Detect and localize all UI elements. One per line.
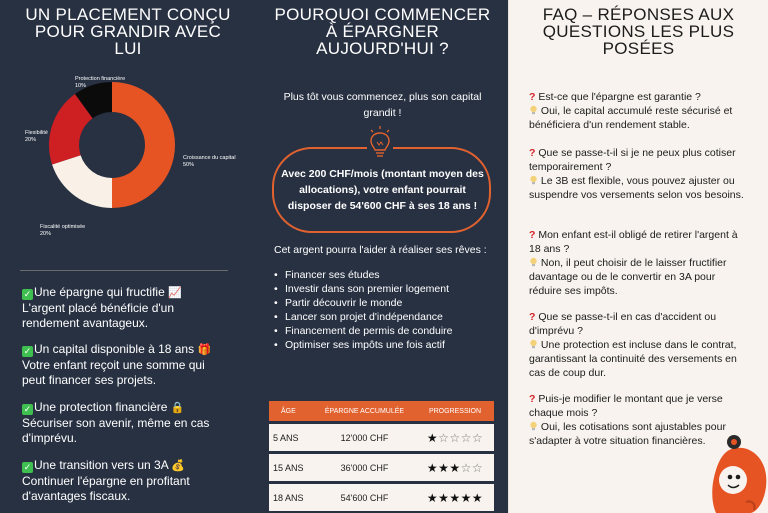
star-filled-icon: ★ — [438, 460, 450, 475]
mascot-illustration — [706, 430, 768, 513]
bulb-icon — [529, 105, 538, 115]
list-item: • Optimiser ses impôts une fois actif — [285, 338, 453, 352]
intro-text: Plus tôt vous commencez, plus son capital grandit ! — [283, 91, 482, 119]
star-filled-icon: ★ — [471, 490, 484, 505]
faq-item: ? Que se passe-t-il si je ne peux plus cotiser temporairement ? Le 3B est flexible, vous pouvez ajuster ou suspendre vos versements selon vos besoins. — [529, 147, 744, 201]
star-filled-icon: ★ — [426, 430, 439, 445]
star-rating — [416, 461, 494, 475]
money-bag-icon: 💰 — [171, 460, 186, 472]
gift-icon: 🎁 — [197, 344, 212, 356]
star-filled-icon: ★ — [460, 490, 472, 505]
star-rating — [416, 431, 494, 445]
star-empty-icon: ☆ — [471, 460, 484, 475]
star-filled-icon: ★ — [449, 490, 461, 505]
faq-item: ? Mon enfant est-il obligé de retirer l'argent à 18 ans ? Non, il peut choisir de le laisser fructifier davantage ou de le convertir en 3A pour réduire ses impôts. — [529, 229, 738, 297]
question-icon: ? — [529, 91, 536, 103]
list-item: • Financer ses études — [285, 268, 453, 282]
label-protection: Protection financière 10% — [75, 76, 126, 89]
star-filled-icon: ★ — [438, 490, 450, 505]
label-croissance: Croissance du capital 50% — [183, 155, 236, 168]
panel-pourquoi — [256, 0, 509, 513]
question-icon: ? — [529, 229, 536, 241]
star-empty-icon: ☆ — [460, 430, 472, 445]
star-empty-icon: ☆ — [438, 430, 450, 445]
list-item: • Investir dans son premier logement — [285, 282, 453, 296]
bulb-icon — [529, 339, 538, 349]
lock-icon: 🔒 — [170, 402, 185, 414]
faq-item: ? Est-ce que l'épargne est garantie ? Oui, le capital accumulé reste sécurisé et bénéficiera d'un rendement stable. — [529, 91, 733, 131]
lightbulb-icon — [367, 124, 393, 164]
star-filled-icon: ★ — [426, 490, 439, 505]
question-icon: ? — [529, 311, 536, 323]
check-icon: ✓ — [23, 346, 32, 356]
star-rating — [416, 491, 494, 505]
list-item: • Partir découvrir le monde — [285, 296, 453, 310]
star-empty-icon: ☆ — [471, 430, 484, 445]
star-empty-icon: ☆ — [460, 460, 472, 475]
check-icon: ✓ — [23, 404, 32, 414]
callout-text: Avec 200 CHF/mois (montant moyen des allocations), votre enfant pourrait disposer de 54'600 CHF à ses 18 ans ! — [281, 168, 484, 212]
question-icon: ? — [529, 393, 536, 405]
feature-item: ✓ Une transition vers un 3A 💰 Continuer l'épargne en profitant d'avantages fiscaux. — [22, 458, 190, 503]
donut-slice-croissance-du-capital — [112, 82, 175, 208]
feature-item: ✓ Un capital disponible à 18 ans 🎁 Votre enfant reçoit une somme qui peut financer ses projets. — [22, 342, 212, 387]
question-icon: ? — [529, 147, 536, 159]
table-row: 5 ANS 12'000 CHF ★☆☆☆☆ — [269, 421, 494, 451]
star-filled-icon: ★ — [449, 460, 461, 475]
table-row: 18 ANS 54'600 CHF ★★★★★ — [269, 481, 494, 511]
list-item: • Financement de permis de conduire — [285, 324, 453, 338]
panel2-title: POURQUOI COMMENCER À ÉPARGNER AUJOURD'HUI ? — [274, 5, 491, 58]
panel-placement — [0, 0, 256, 513]
feature-item: ✓ Une épargne qui fructifie 📈 L'argent placé bénéficie d'un rendement avantageux. — [22, 285, 182, 330]
label-fiscalite: Fiscalité optimisée 20% — [40, 224, 86, 237]
chart-up-icon: 📈 — [168, 287, 182, 299]
savings-table — [269, 401, 494, 511]
bulb-icon — [529, 421, 538, 431]
table-header: ÂGE ÉPARGNE ACCUMULÉE PROGRESSION — [269, 401, 494, 421]
bulb-icon — [529, 175, 538, 185]
uses-intro: Cet argent pourra l'aider à réaliser ses rêves : — [274, 244, 487, 256]
bulb-icon — [529, 257, 538, 267]
star-empty-icon: ☆ — [449, 430, 461, 445]
uses-list — [285, 268, 453, 352]
check-icon: ✓ — [23, 462, 32, 472]
feature-item: ✓ Une protection financière 🔒 Sécuriser son avenir, même en cas d'imprévu. — [22, 400, 210, 445]
label-flexibilite: Flexibilité 20% — [25, 130, 48, 143]
faq-item: ? Puis-je modifier le montant que je verse chaque mois ? Oui, les cotisations sont ajustables pour s'adapter à votre situation financières. — [529, 393, 726, 447]
faq-item: ? Que se passe-t-il en cas d'accident ou d'imprévu ? Une protection est incluse dans le contrat, garantissant la continuité des versements en cas de coup dur. — [529, 311, 737, 379]
donut-slice-fiscalit-optimis-e — [52, 155, 112, 208]
list-item: • Lancer son projet d'indépendance — [285, 310, 453, 324]
panel3-title: FAQ – RÉPONSES AUX QUESTIONS LES PLUS POSÉES — [542, 5, 735, 58]
star-filled-icon: ★ — [426, 460, 439, 475]
divider-line — [20, 270, 228, 271]
panel-faq — [509, 0, 768, 513]
check-icon: ✓ — [23, 289, 32, 299]
table-row: 15 ANS 36'000 CHF ★★★☆☆ — [269, 451, 494, 481]
panel1-title: UN PLACEMENT CONÇU POUR GRANDIR AVEC LUI — [25, 5, 231, 58]
